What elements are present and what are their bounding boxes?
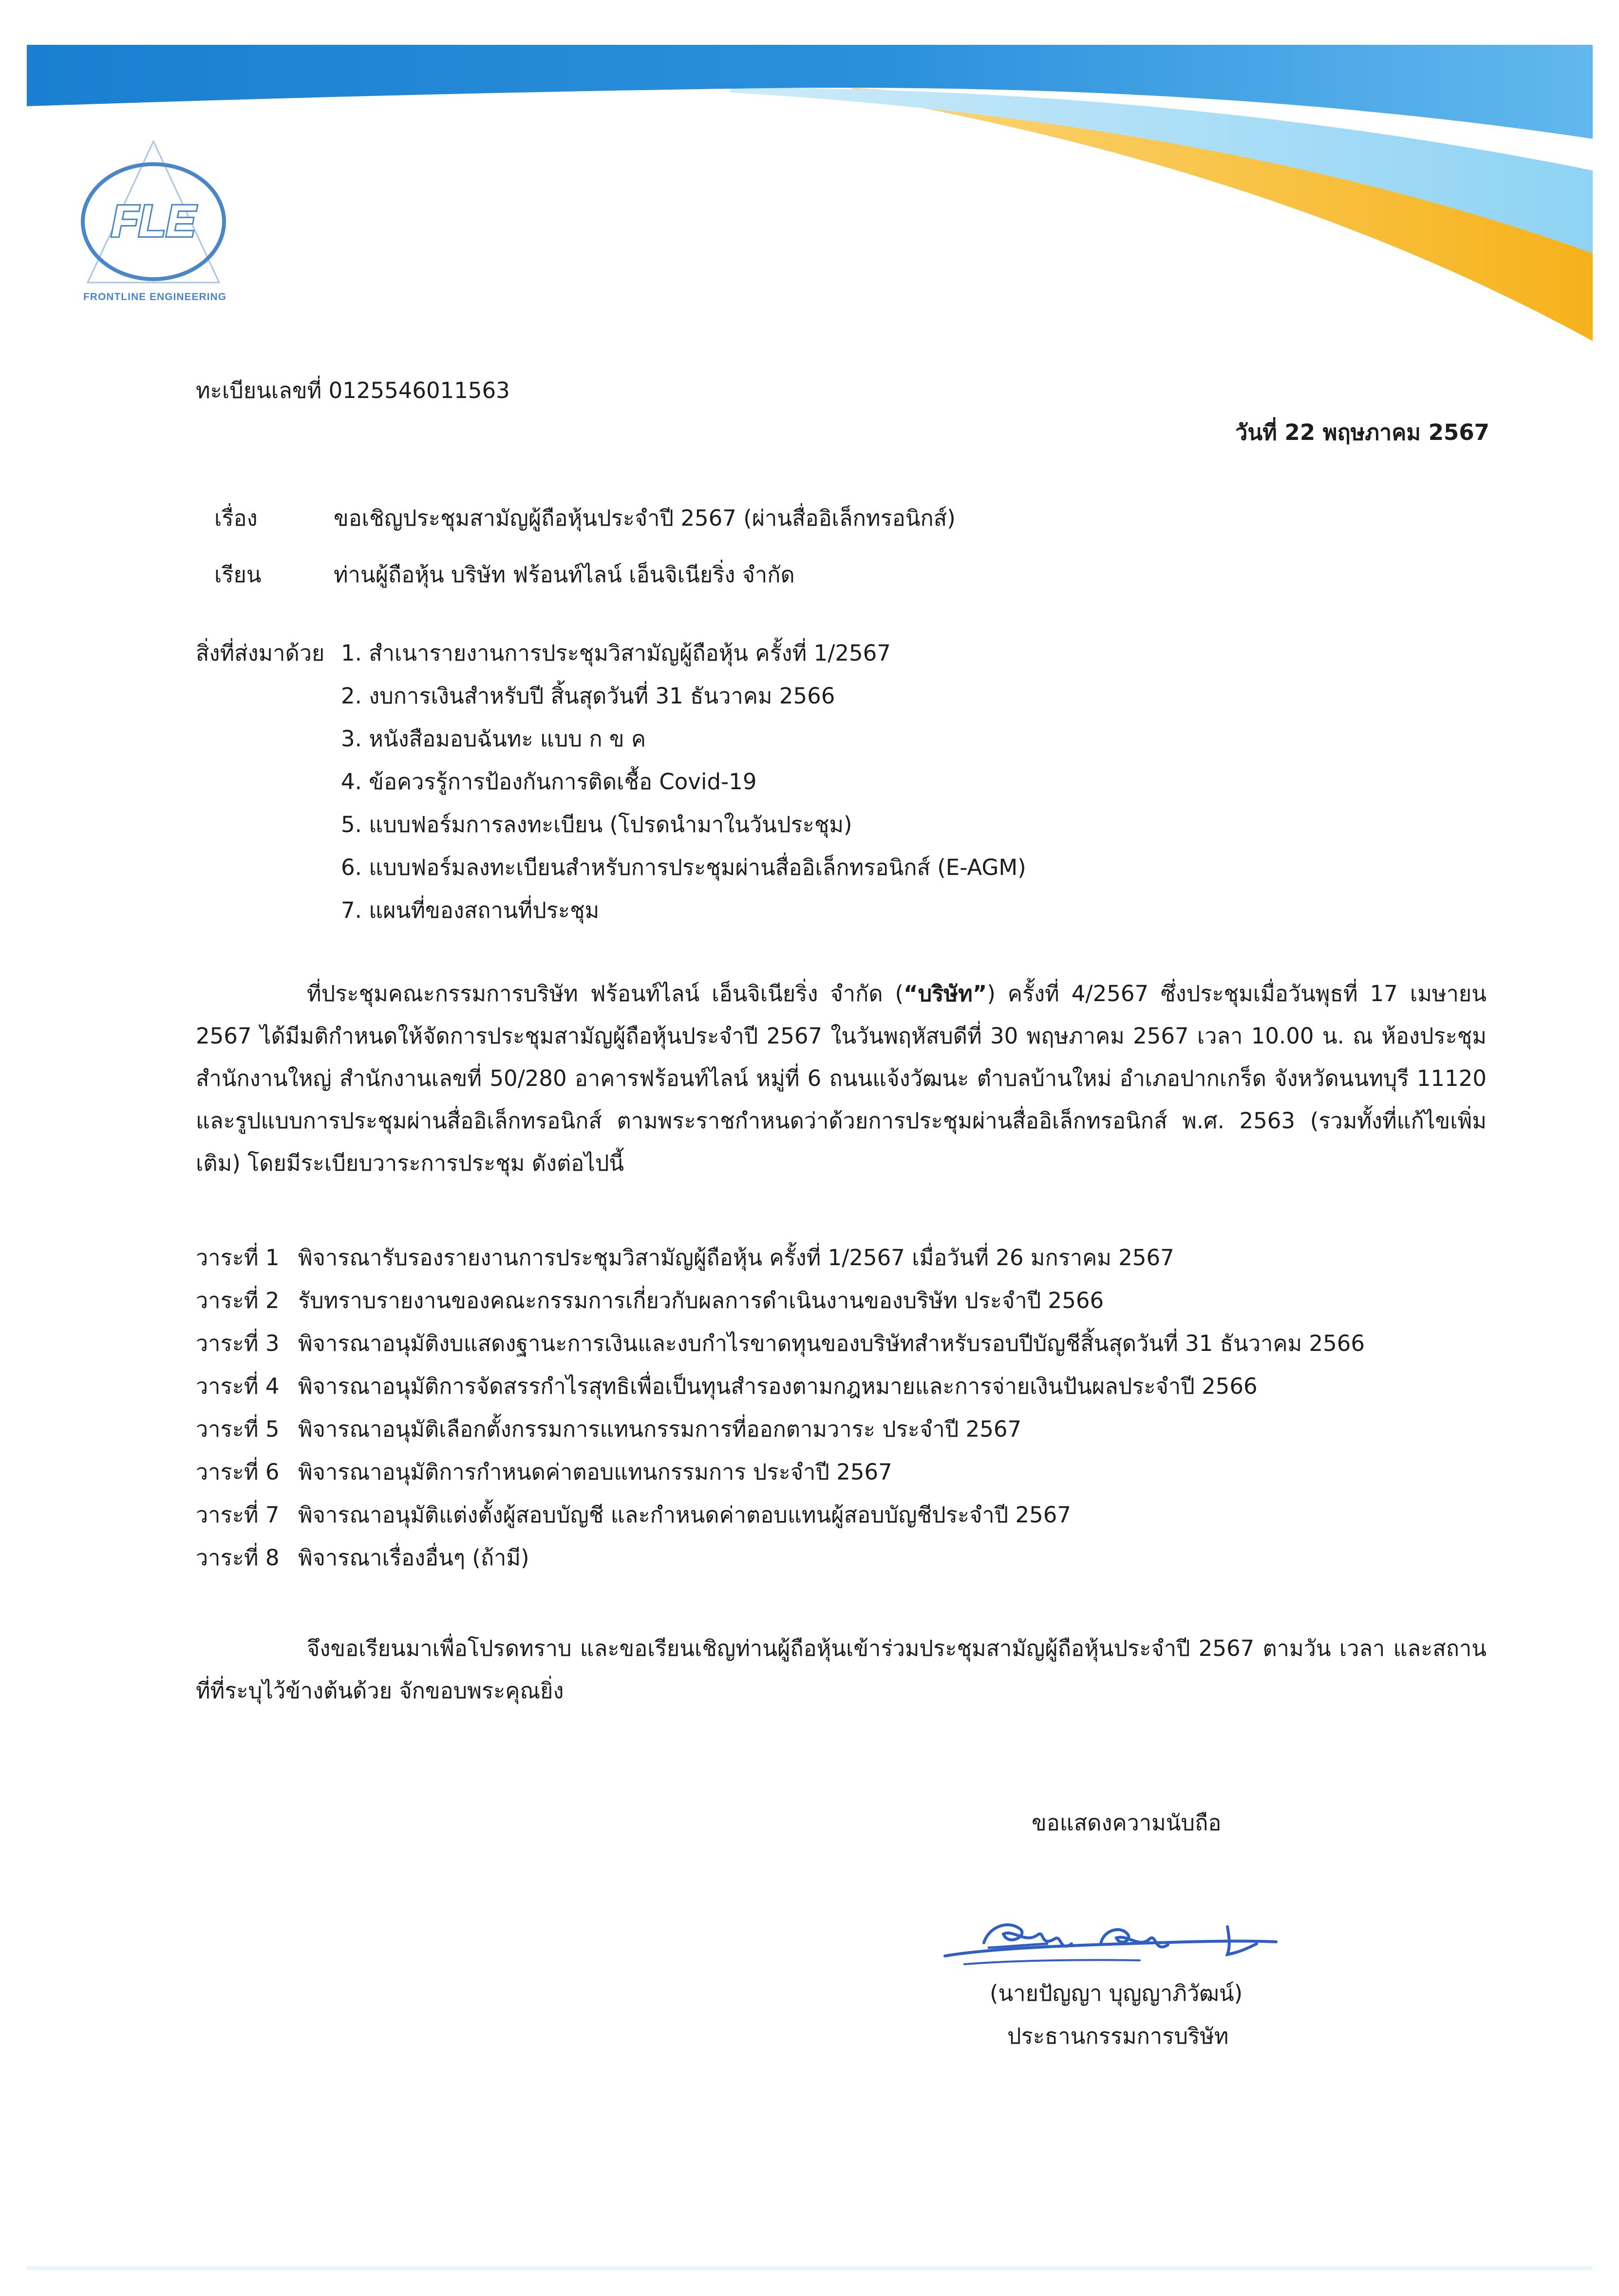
body-defined-term: “บริษัท” [904, 981, 987, 1006]
svg-text:FLE: FLE [111, 196, 196, 246]
agenda-item [196, 1458, 1365, 1500]
subject-label: เรื่อง [214, 505, 258, 531]
handwritten-signature [935, 1900, 1286, 1978]
agenda-number: วาระที่ 4 [196, 1373, 280, 1399]
agenda-text: พิจารณาอนุมัติการกำหนดค่าตอบแทนกรรมการ ประจำปี 2567 [298, 1459, 892, 1485]
signer-name: (นายปัญญา บุญญาภิวัฒน์) [990, 1980, 1243, 2006]
agenda-text: พิจารณาอนุมัติแต่งตั้งผู้สอบบัญชี และกำหนดค่าตอบแทนผู้สอบบัญชีประจำปี 2567 [298, 1502, 1072, 1528]
agenda-item [196, 1329, 1365, 1372]
closing-phrase: ขอแสดงความนับถือ [1032, 1810, 1222, 1836]
enclosures-list [341, 639, 1026, 939]
agenda-number: วาระที่ 3 [196, 1330, 280, 1356]
agenda-item [196, 1286, 1365, 1329]
agenda-number: วาระที่ 7 [196, 1502, 280, 1528]
agenda-text: พิจารณาอนุมัติการจัดสรรกำไรสุทธิเพื่อเป็นทุนสำรองตามกฎหมายและการจ่ายเงินปันผลประจำปี 2566 [298, 1373, 1258, 1399]
agenda-number: วาระที่ 2 [196, 1288, 280, 1313]
agenda-item [196, 1543, 1365, 1586]
company-logo [73, 136, 234, 317]
agenda-item [196, 1243, 1365, 1286]
enclosure-item: 4. ข้อควรรู้การป้องกันการติดเชื้อ Covid-19 [341, 769, 757, 795]
enclosure-item: 5. แบบฟอร์มการลงทะเบียน (โปรดนำมาในวันประชุม) [341, 812, 852, 837]
footer-rule [27, 2266, 1592, 2270]
to-text: ท่านผู้ถือหุ้น บริษัท ฟร้อนท์ไลน์ เอ็นจิเนียริ่ง จำกัด [334, 562, 795, 588]
agenda-number: วาระที่ 6 [196, 1459, 280, 1485]
agenda-text: พิจารณารับรองรายงานการประชุมวิสามัญผู้ถือหุ้น ครั้งที่ 1/2567 เมื่อวันที่ 26 มกราคม 2567 [298, 1245, 1174, 1271]
subject-text: ขอเชิญประชุมสามัญผู้ถือหุ้นประจำปี 2567 (ผ่านสื่ออิเล็กทรอนิกส์) [334, 505, 956, 531]
agenda-item [196, 1372, 1365, 1415]
enclosure-item: 3. หนังสือมอบฉันทะ แบบ ก ข ค [341, 726, 646, 752]
letter-date: วันที่ 22 พฤษภาคม 2567 [1235, 419, 1489, 445]
agenda-text: พิจารณาอนุมัติเลือกตั้งกรรมการแทนกรรมการที่ออกตามวาระ ประจำปี 2567 [298, 1416, 1022, 1442]
agenda-text: รับทราบรายงานของคณะกรรมการเกี่ยวกับผลการดำเนินงานของบริษัท ประจำปี 2566 [298, 1288, 1104, 1313]
body-paragraph [196, 972, 1487, 1184]
enclosure-item: 7. แผนที่ของสถานที่ประชุม [341, 897, 600, 923]
enclosure-item: 1. สำเนารายงานการประชุมวิสามัญผู้ถือหุ้น ครั้งที่ 1/2567 [341, 640, 891, 666]
logo-caption: FRONTLINE ENGINEERING [83, 291, 226, 303]
to-label: เรียน [214, 562, 262, 588]
agenda-item [196, 1415, 1365, 1458]
body-text-part1: ที่ประชุมคณะกรรมการบริษัท ฟร้อนท์ไลน์ เอ็นจิเนียริ่ง จำกัด ( [307, 981, 904, 1006]
agenda-number: วาระที่ 5 [196, 1416, 280, 1442]
agenda-item [196, 1500, 1365, 1543]
enclosures-label: สิ่งที่ส่งมาด้วย [196, 640, 325, 666]
signer-title: ประธานกรรมการบริษัท [1007, 2023, 1229, 2049]
agenda-number: วาระที่ 8 [196, 1545, 280, 1571]
registration-number: ทะเบียนเลขที่ 0125546011563 [196, 378, 510, 403]
header-banner [0, 0, 1619, 380]
agenda-text: พิจารณาเรื่องอื่นๆ (ถ้ามี) [298, 1545, 529, 1571]
agenda-number: วาระที่ 1 [196, 1245, 280, 1271]
enclosure-item: 2. งบการเงินสำหรับปี สิ้นสุดวันที่ 31 ธันวาคม 2566 [341, 683, 835, 709]
agenda-list [196, 1243, 1365, 1586]
invitation-paragraph: จึงขอเรียนมาเพื่อโปรดทราบ และขอเรียนเชิญท่านผู้ถือหุ้นเข้าร่วมประชุมสามัญผู้ถือหุ้นประจำปี 2567 ตามวัน เวลา และสถานที่ที่ระบุไว้ข้างต้นด้วย จักขอบพระคุณยิ่ง [196, 1635, 1487, 1704]
agenda-text: พิจารณาอนุมัติงบแสดงฐานะการเงินและงบกำไรขาดทุนของบริษัทสำหรับรอบปีบัญชีสิ้นสุดวันที่ 31 ธันวาคม 2566 [298, 1330, 1365, 1356]
body-text-part2: ) ครั้งที่ 4/2567 ซึ่งประชุมเมื่อวันพุธที่ 17 เมษายน 2567 ได้มีมติกำหนดให้จัดการประชุมสามัญผู้ถือหุ้นประจำปี 2567 ในวันพฤหัสบดีที่ 30 พฤษภาคม 2567 เวลา 10.00 น. ณ ห้องประชุมสำนักงานใหญ่ สำนักงานเลขที่ 50/280 อาคารฟร้อนท์ไลน์ หมู่ที่ 6 ถนนแจ้งวัฒนะ ตำบลบ้านใหม่ อำเภอปากเกร็ด จังหวัดนนทบุรี 11120 และรูปแบบการประชุมผ่านสื่ออิเล็กทรอนิกส์ ตามพระราชกำหนดว่าด้วยการประชุมผ่านสื่ออิเล็กทรอนิกส์ พ.ศ. 2563 (รวมทั้งที่แก้ไขเพิ่มเติม) โดยมีระเบียบวาระการประชุม ดังต่อไปนี้ [196, 981, 1487, 1176]
enclosure-item: 6. แบบฟอร์มลงทะเบียนสำหรับการประชุมผ่านสื่ออิเล็กทรอนิกส์ (E-AGM) [341, 854, 1026, 880]
